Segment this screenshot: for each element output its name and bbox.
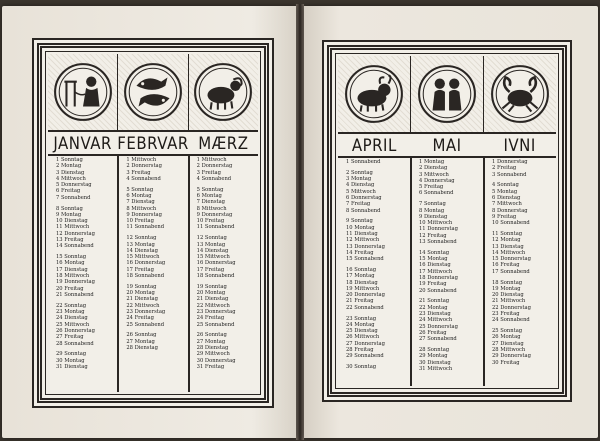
day-entry: 27 Freitag [56,334,84,341]
day-entry: 22 Mittwoch [126,302,160,309]
day-entry: 20 Freitag [56,285,84,292]
month-header: APRIL [351,134,397,156]
day-entry: 12 Sonntag [196,235,227,242]
day-entry: 8 Mittwoch [126,205,157,212]
day-entry: 8 Sonntag [56,205,83,212]
day-entry: 8 Donnerstag [492,207,528,214]
day-entry: 6 Freitag [56,188,81,195]
day-entry: 25 Donnerstag [419,323,458,330]
month-day-column [338,156,411,386]
day-entry: 9 Sonntag [346,218,373,225]
day-entry: 21 Dienstag [126,296,158,303]
month-header: MÆRZ [198,132,249,154]
day-entry: 22 Sonnabend [346,304,384,311]
day-entry: 24 Freitag [126,315,154,322]
day-entry: 13 Donnerstag [346,243,385,250]
month-day-column [484,156,556,386]
day-entry: 18 Sonntag [492,279,523,286]
day-entry: 11 Sonntag [492,230,523,237]
day-entry: 24 Dienstag [56,315,88,322]
left-calendar-grid [48,54,258,392]
day-entry: 30 Sonntag [346,364,377,371]
month-header: JANVAR [53,132,112,154]
day-entry: 11 Donnerstag [419,226,458,233]
right-month-headers [338,134,556,158]
day-entry: 26 Montag [492,334,521,341]
day-entry: 21 Mittwoch [492,298,526,305]
day-entry: 16 Sonntag [346,266,377,273]
day-entry: 4 Mittwoch [56,175,86,182]
day-entry: 29 Sonntag [56,351,87,358]
day-entry: 23 Montag [56,309,85,316]
day-entry: 18 Sonnabend [196,273,235,280]
day-entry: 5 Donnerstag [56,182,92,189]
day-entry: 6 Montag [126,192,152,199]
day-entry: 25 Sonnabend [126,321,165,328]
day-entry: 13 Sonnabend [419,239,457,246]
day-entry: 17 Dienstag [56,266,88,273]
day-entry: 31 Dienstag [56,363,88,370]
day-entry: 16 Freitag [492,262,520,269]
right-zodiac-row [338,56,556,134]
aquarius-icon [48,54,118,130]
day-entry: 22 Montag [419,304,448,311]
gemini-icon [411,56,484,132]
left-day-columns [48,154,258,392]
day-entry: 17 Montag [346,273,375,280]
day-entry: 21 Sonntag [419,298,450,305]
day-entry: 28 Sonntag [419,347,450,354]
day-entry: 2 Sonntag [346,169,373,176]
day-entry: 17 Sonnabend [492,268,530,275]
day-entry: 7 Sonntag [419,201,446,208]
day-entry: 27 Sonnabend [419,336,457,343]
day-entry: 11 Sonnabend [126,224,165,231]
right-day-columns [338,156,556,386]
day-entry: 8 Mittwoch [196,205,227,212]
day-entry: 14 Freitag [346,249,374,256]
day-entry: 23 Sonntag [346,315,377,322]
day-entry: 12 Freitag [419,232,447,239]
day-entry: 24 Sonnabend [492,317,530,324]
book-spine [296,4,304,440]
day-entry: 28 Sonnabend [56,340,94,347]
day-entry: 3 Freitag [126,169,151,176]
day-entry: 22 Mittwoch [196,302,230,309]
left-zodiac-row [48,54,258,132]
day-entry: 17 Freitag [196,266,225,273]
day-entry: 5 Freitag [419,184,444,191]
taurus-icon [338,56,411,132]
day-entry: 7 Mittwoch [492,201,522,208]
day-entry: 18 Donnerstag [419,275,458,282]
day-entry: 18 Dienstag [346,279,378,286]
month-header: FEBRVAR [117,132,189,154]
day-entry: 6 Montag [196,192,222,199]
day-entry: 9 Dienstag [419,213,448,220]
day-entry: 10 Freitag [126,218,154,225]
day-entry: 25 Dienstag [346,328,378,335]
day-entry: 20 Sonnabend [419,287,457,294]
day-entry: 25 Sonntag [492,328,523,335]
day-entry: 16 Donnerstag [126,260,166,267]
day-entry: 21 Freitag [346,298,374,305]
day-entry: 11 Mittwoch [56,224,90,231]
day-entry: 10 Montag [346,224,375,231]
day-entry: 28 Freitag [346,347,374,354]
day-entry: 23 Freitag [492,311,520,318]
day-entry: 17 Mittwoch [419,268,453,275]
day-entry: 31 Mittwoch [419,365,453,372]
day-entry: 6 Dienstag [492,194,521,201]
day-entry: 6 Sonnabend [419,190,454,197]
day-entry: 14 Sonnabend [56,243,94,250]
month-day-column [189,154,258,392]
cancer-icon [484,56,556,132]
day-entry: 3 Sonnabend [492,171,527,178]
day-entry: 13 Montag [196,241,226,248]
day-entry: 25 Mittwoch [56,321,90,328]
day-entry: 13 Dienstag [492,243,524,250]
day-entry: 2 Montag [56,163,82,170]
day-entry: 21 Dienstag [196,296,229,303]
day-entry: 12 Donnerstag [56,230,95,237]
day-entry: 13 Freitag [56,237,84,244]
day-entry: 30 Freitag [492,359,520,366]
left-calendar-frame [32,38,274,408]
day-entry: 31 Freitag [196,363,225,370]
day-entry: 14 Sonntag [419,249,450,256]
day-entry: 22 Sonntag [56,302,87,309]
day-entry: 10 Mittwoch [419,220,453,227]
day-entry: 9 Donnerstag [126,211,162,218]
day-entry: 4 Sonntag [492,182,519,189]
aries-icon [189,54,258,130]
day-entry: 29 Mittwoch [196,351,230,358]
day-entry: 2 Freitag [492,165,517,172]
month-header: IVNI [503,134,536,156]
day-entry: 14 Dienstag [126,247,158,254]
day-entry: 15 Mittwoch [126,254,160,261]
day-entry: 9 Donnerstag [196,211,233,218]
day-entry: 26 Mittwoch [346,334,380,341]
day-entry: 7 Sonnabend [56,194,91,201]
day-entry: 15 Sonntag [56,254,87,261]
day-entry: 19 Sonntag [126,283,157,290]
day-entry: 7 Freitag [346,201,371,208]
day-entry: 23 Donnerstag [126,309,166,316]
day-entry: 15 Mittwoch [196,254,230,261]
day-entry: 7 Dienstag [196,199,225,206]
day-entry: 3 Freitag [196,169,221,176]
day-entry: 28 Dienstag [196,345,229,352]
day-entry: 18 Sonnabend [126,273,165,280]
day-entry: 29 Donnerstag [492,353,531,360]
day-entry: 11 Dienstag [346,230,378,237]
day-entry: 7 Dienstag [126,199,155,206]
day-entry: 9 Montag [56,211,82,218]
day-entry: 16 Montag [56,260,85,267]
day-entry: 24 Montag [346,321,375,328]
day-entry: 25 Sonnabend [196,321,235,328]
day-entry: 19 Sonntag [196,283,227,290]
day-entry: 24 Freitag [196,315,225,322]
day-entry: 12 Sonntag [126,235,157,242]
day-entry: 27 Montag [126,338,155,345]
day-entry: 28 Dienstag [126,345,158,352]
day-entry: 22 Donnerstag [492,304,531,311]
day-entry: 4 Dienstag [346,182,375,189]
day-entry: 1 Sonnabend [346,159,381,165]
day-entry: 15 Sonnabend [346,256,384,263]
right-page [304,6,598,438]
day-entry: 30 Dienstag [419,359,451,366]
day-entry: 30 Donnerstag [196,357,236,364]
day-entry: 2 Donnerstag [196,163,233,170]
left-month-headers [48,132,258,156]
day-entry: 1 Montag [419,159,445,165]
day-entry: 26 Sonntag [196,332,227,339]
day-entry: 4 Sonnabend [196,175,232,182]
day-entry: 4 Sonnabend [126,175,161,182]
pisces-icon [118,54,188,130]
day-entry: 21 Sonnabend [56,291,94,298]
day-entry: 16 Donnerstag [196,260,236,267]
day-entry: 20 Montag [126,290,155,297]
day-entry: 15 Donnerstag [492,256,531,263]
day-entry: 14 Dienstag [196,247,229,254]
day-entry: 23 Dienstag [419,311,451,318]
month-day-column [411,156,484,386]
day-entry: 19 Mittwoch [346,285,380,292]
day-entry: 10 Sonnabend [492,220,530,227]
day-entry: 3 Mittwoch [419,171,449,178]
day-entry: 8 Sonnabend [346,207,381,214]
day-entry: 26 Sonntag [126,332,157,339]
day-entry: 19 Montag [492,285,521,292]
day-entry: 3 Dienstag [56,169,85,176]
day-entry: 28 Mittwoch [492,347,526,354]
month-day-column [48,154,118,392]
day-entry: 20 Montag [196,290,226,297]
day-entry: 15 Montag [419,256,448,263]
day-entry: 19 Freitag [419,281,447,288]
day-entry: 2 Dienstag [419,165,448,172]
day-entry: 30 Montag [56,357,85,364]
right-calendar-grid [338,56,556,386]
day-entry: 6 Donnerstag [346,194,382,201]
day-entry: 27 Donnerstag [346,340,385,347]
day-entry: 29 Sonnabend [346,353,384,360]
day-entry: 5 Mittwoch [346,188,376,195]
day-entry: 23 Donnerstag [196,309,236,316]
month-day-column [118,154,188,392]
day-entry: 11 Sonnabend [196,224,235,231]
day-entry: 12 Montag [492,237,521,244]
day-entry: 9 Freitag [492,213,517,220]
day-entry: 1 Mittwoch [126,157,157,163]
day-entry: 24 Mittwoch [419,317,453,324]
day-entry: 20 Dienstag [492,292,524,299]
day-entry: 13 Montag [126,241,155,248]
day-entry: 12 Mittwoch [346,237,380,244]
day-entry: 29 Montag [419,353,448,360]
day-entry: 5 Sonntag [196,186,224,193]
day-entry: 2 Donnerstag [126,163,162,170]
day-entry: 1 Mittwoch [196,157,227,163]
day-entry: 18 Mittwoch [56,273,90,280]
day-entry: 10 Freitag [196,218,225,225]
day-entry: 10 Dienstag [56,218,88,225]
month-header: MAI [432,134,462,156]
day-entry: 1 Sonntag [56,157,83,163]
day-entry: 5 Sonntag [126,186,154,193]
day-entry: 1 Donnerstag [492,159,528,165]
day-entry: 3 Montag [346,176,372,183]
right-calendar-frame [322,40,572,402]
left-page [2,6,296,438]
day-entry: 26 Freitag [419,329,447,336]
day-entry: 27 Dienstag [492,340,524,347]
day-entry: 17 Freitag [126,266,154,273]
day-entry: 27 Montag [196,338,226,345]
day-entry: 8 Montag [419,207,445,214]
day-entry: 16 Dienstag [419,262,451,269]
day-entry: 4 Donnerstag [419,177,455,184]
day-entry: 20 Donnerstag [346,292,385,299]
day-entry: 14 Mittwoch [492,249,526,256]
day-entry: 5 Montag [492,188,518,195]
day-entry: 26 Donnerstag [56,327,95,334]
day-entry: 19 Donnerstag [56,279,95,286]
